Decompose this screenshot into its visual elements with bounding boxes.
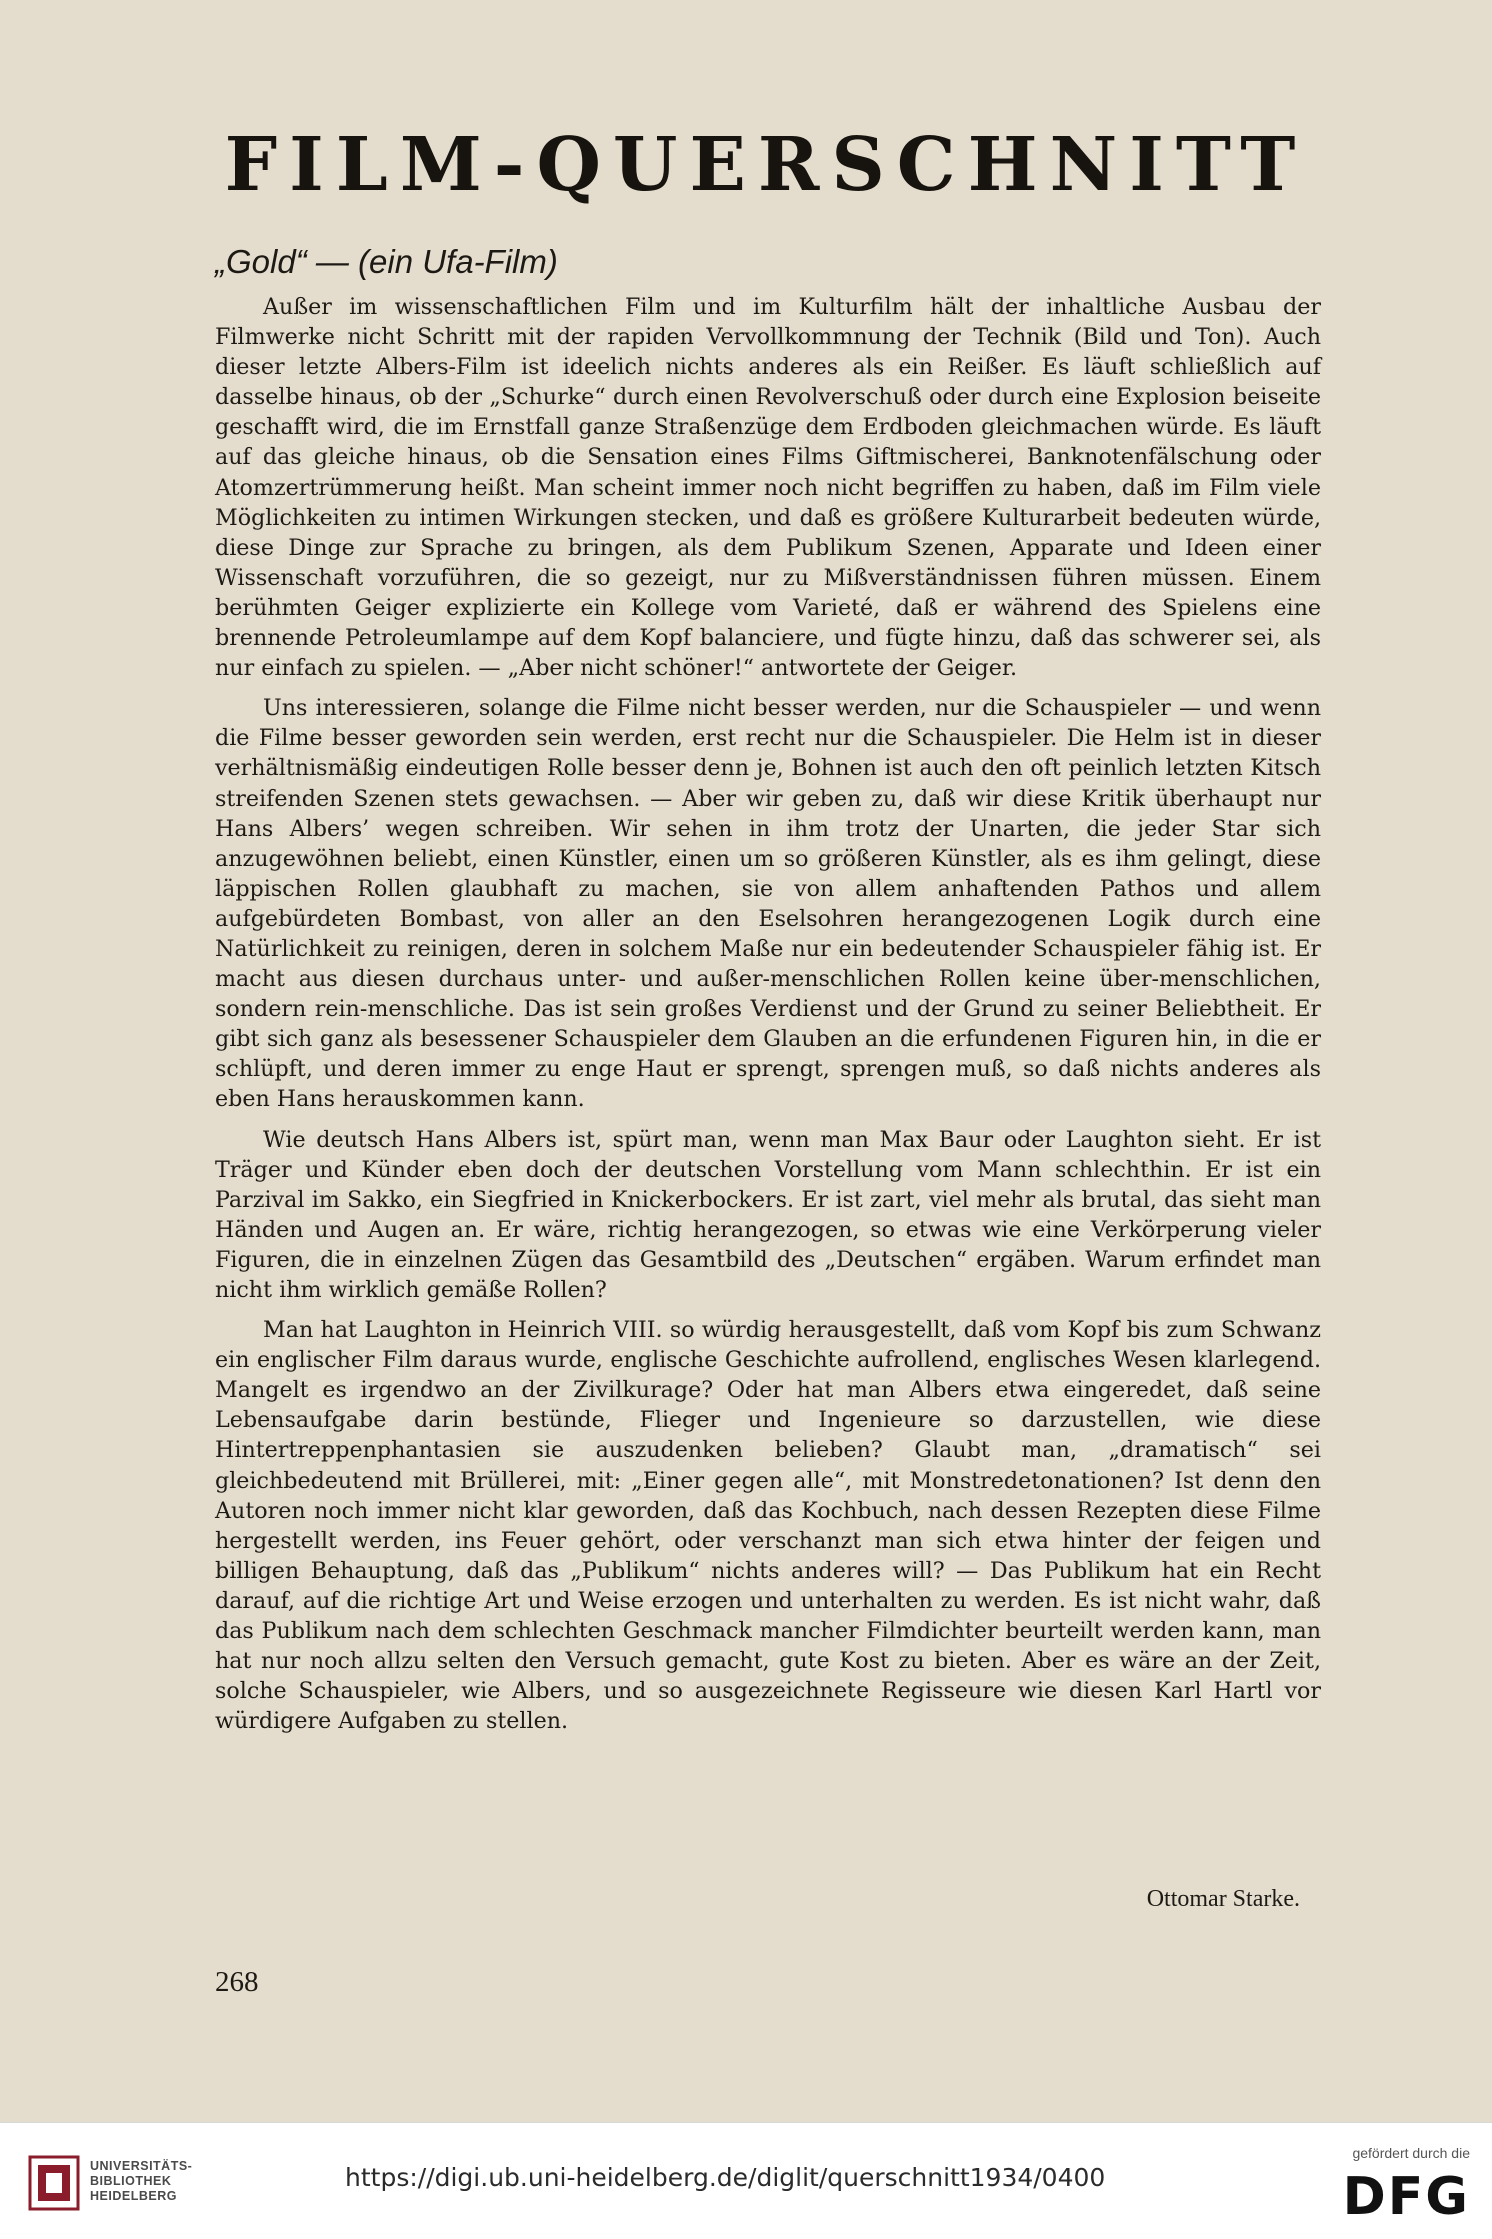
- library-name-line: BIBLIOTHEK: [90, 2174, 172, 2188]
- viewer-footer: [0, 2122, 1492, 2239]
- article-subtitle: „Gold“ — (ein Ufa-Film): [215, 243, 558, 280]
- dfg-logo: DFG: [1342, 2167, 1470, 2227]
- paragraph-2: Uns interessieren, solange die Filme nicht besser werden, nur die Schauspieler — und wenn die Filme besser geworden sein werden, erst recht nur die Schauspieler. Die Helm ist in dieser verhältnismäßig eindeutigen Rolle besser denn je, Bohnen ist auch den oft peinlich letzten Kitsch streifenden Szenen stets gewachsen. — Aber wir geben zu, daß wir diese Kritik überhaupt nur Hans Albers’ wegen schreiben. Wir sehen in ihm trotz der Unarten, die jeder Star sich anzugewöhnen beliebt, einen Künstler, einen um so größeren Künstler, als es ihm gelingt, diese läppischen Rollen glaubhaft zu machen, sie von allem anhaftenden Pathos und allem aufgebürdeten Bombast, von aller an den Eselsohren herangezogenen Logik durch eine Natürlichkeit zu reinigen, deren in solchem Maße nur ein bedeutender Schauspieler fähig ist. Er macht aus diesen durchaus unter- und außer-menschlichen Rollen keine über-menschlichen, sondern rein-menschliche. Das ist sein großes Verdienst und der Grund zu seiner Beliebtheit. Er gibt sich ganz als besessener Schauspieler dem Glauben an die erfundenen Figuren hin, in die er schlüpft, und deren immer zu enge Haut er sprengt, sprengen muß, so daß nichts anderes als eben Hans herauskommen kann.: [215, 695, 1321, 1113]
- library-name-line: UNIVERSITÄTS-: [90, 2159, 193, 2173]
- paragraph-4: Man hat Laughton in Heinrich VIII. so würdig herausgestellt, daß vom Kopf bis zum Schwanz ein englischer Film daraus wurde, englische Geschichte aufrollend, englisches Wesen klarlegend. Mangelt es irgendwo an der Zivilkurage? Oder hat man Albers etwa eingeredet, daß seine Lebensaufgabe darin bestünde, Flieger und Ingenieure so darzustellen, wie diese Hintertreppenphantasien sie auszudenken belieben? Glaubt man, „dramatisch“ sei gleichbedeutend mit Brüllerei, mit: „Einer gegen alle“, mit Monstredetonationen? Ist denn den Autoren noch immer nicht klar geworden, daß das Kochbuch, nach dessen Rezepten diese Filme hergestellt werden, ins Feuer gehört, oder verschanzt man sich etwa hinter der feigen und billigen Behauptung, daß das „Publikum“ nichts anderes will? — Das Publikum hat ein Recht darauf, auf die richtige Art und Weise erzogen und unterhalten zu werden. Es ist nicht wahr, daß das Publikum nach dem schlechten Geschmack mancher Filmdichter beurteilt werden kann, man hat nur noch allzu selten den Versuch gemacht, gute Kost zu bieten. Aber es wäre an der Zeit, solche Schauspieler, wie Albers, und so ausgezeichnete Regisseure wie diesen Karl Hartl vor würdigere Aufgaben zu stellen.: [215, 1317, 1321, 1735]
- permalink-url[interactable]: https://digi.ub.uni-heidelberg.de/diglit/querschnitt1934/0400: [345, 2163, 1106, 2192]
- page-number: 268: [215, 1966, 259, 1998]
- paragraph-1: Außer im wissenschaftlichen Film und im Kulturfilm hält der inhaltliche Ausbau der Filmwerke nicht Schritt mit der rapiden Vervollkommnung der Technik (Bild und Ton). Auch dieser letzte Albers-Film ist ideelich nichts anderes als ein Reißer. Es läuft schließlich auf dasselbe hinaus, ob der „Schurke“ durch einen Revolverschuß oder durch eine Explosion beiseite geschafft wird, die im Ernstfall ganze Straßenzüge dem Erdboden gleichmachen würde. Es läuft auf das gleiche hinaus, ob die Sensation eines Films Giftmischerei, Banknotenfälschung oder Atomzertrümmerung heißt. Man scheint immer noch nicht begriffen zu haben, daß im Film viele Möglichkeiten zu intimen Wirkungen stecken, und daß es größere Kulturarbeit bedeuten würde, diese Dinge zur Sprache zu bringen, als dem Publikum Szenen, Apparate und Ideen einer Wissenschaft vorzuführen, die so gezeigt, nur zu Mißverständnissen führen müssen. Einem berühmten Geiger explizierte ein Kollege vom Varieté, daß er während des Spielens eine brennende Petroleumlampe auf dem Kopf balanciere, und fügte hinzu, daß das schwerer sei, als nur einfach zu spielen. — „Aber nicht schöner!“ antwortete der Geiger.: [215, 294, 1321, 682]
- funding-label: gefördert durch die: [1352, 2145, 1470, 2161]
- author-signature: Ottomar Starke.: [1146, 1886, 1300, 1912]
- page-title: FILM-QUERSCHNITT: [224, 122, 1308, 208]
- article-body: [215, 292, 1321, 1736]
- library-name: [90, 2159, 192, 2204]
- library-name-line: HEIDELBERG: [90, 2189, 177, 2203]
- university-seal-icon: [28, 2155, 80, 2211]
- paragraph-3: Wie deutsch Hans Albers ist, spürt man, wenn man Max Baur oder Laughton sieht. Er ist Träger und Künder eben doch der deutschen Vorstellung vom Mann schlechthin. Er ist ein Parzival im Sakko, ein Siegfried in Knickerbockers. Er ist zart, viel mehr als brutal, das sieht man Händen und Augen an. Er wäre, richtig herangezogen, so etwas wie eine Verkörperung vieler Figuren, die in einzelnen Zügen das Gesamtbild des „Deutschen“ ergäben. Warum erfindet man nicht ihm wirklich gemäße Rollen?: [215, 1126, 1321, 1303]
